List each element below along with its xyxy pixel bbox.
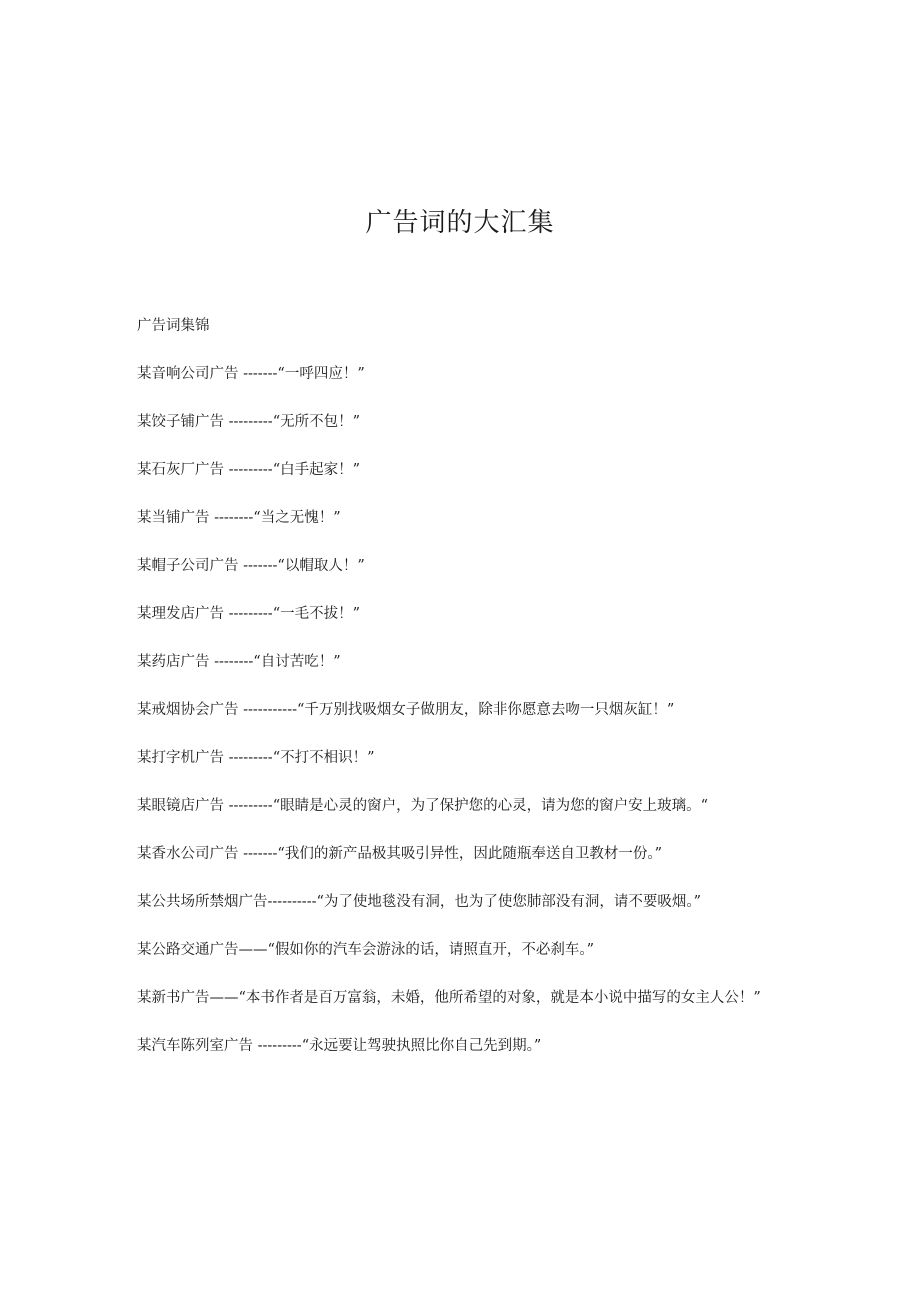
slogan-entry: 某新书广告——“本书作者是百万富翁，未婚，他所希望的对象，就是本小说中描写的女主人公！” [137,990,761,1006]
section-heading: 广告词集锦 [137,318,210,334]
slogan-entry: 某饺子铺广告 ---------“无所不包！” [137,414,361,430]
slogan-entry: 某打字机广告 ---------“不打不相识！” [137,750,375,766]
document-body [137,314,792,1058]
slogan-entry: 某药店广告 --------“自讨苦吃！” [137,654,341,670]
slogan-entry: 某音响公司广告 -------“一呼四应！” [137,366,365,382]
slogan-entry: 某当铺广告 --------“当之无愧！” [137,510,341,526]
slogan-entry: 某公共场所禁烟广告----------“为了使地毯没有洞，也为了使您肺部没有洞，请不要吸烟。” [137,894,702,910]
slogan-list [137,362,792,1058]
page-title: 广告词的大汇集 [365,208,555,238]
slogan-entry: 某公路交通广告——“假如你的汽车会游泳的话，请照直开，不必刹车。” [137,942,595,958]
slogan-entry: 某眼镜店广告 ---------“眼睛是心灵的窗户，为了保护您的心灵，请为您的窗户安上玻璃。“ [137,798,709,814]
slogan-entry: 某香水公司广告 -------“我们的新产品极其吸引异性，因此随瓶奉送自卫教材一份。” [137,846,662,862]
slogan-entry: 某理发店广告 ---------“一毛不拔！” [137,606,361,622]
slogan-entry: 某汽车陈列室广告 ---------“永远要让驾驶执照比你自己先到期。” [137,1038,542,1054]
slogan-entry: 某石灰厂广告 ---------“白手起家！” [137,462,361,478]
slogan-entry: 某帽子公司广告 -------“以帽取人！” [137,558,365,574]
slogan-entry: 某戒烟协会广告 -----------“千万别找吸烟女子做朋友，除非你愿意去吻一只烟灰缸！” [137,702,675,718]
